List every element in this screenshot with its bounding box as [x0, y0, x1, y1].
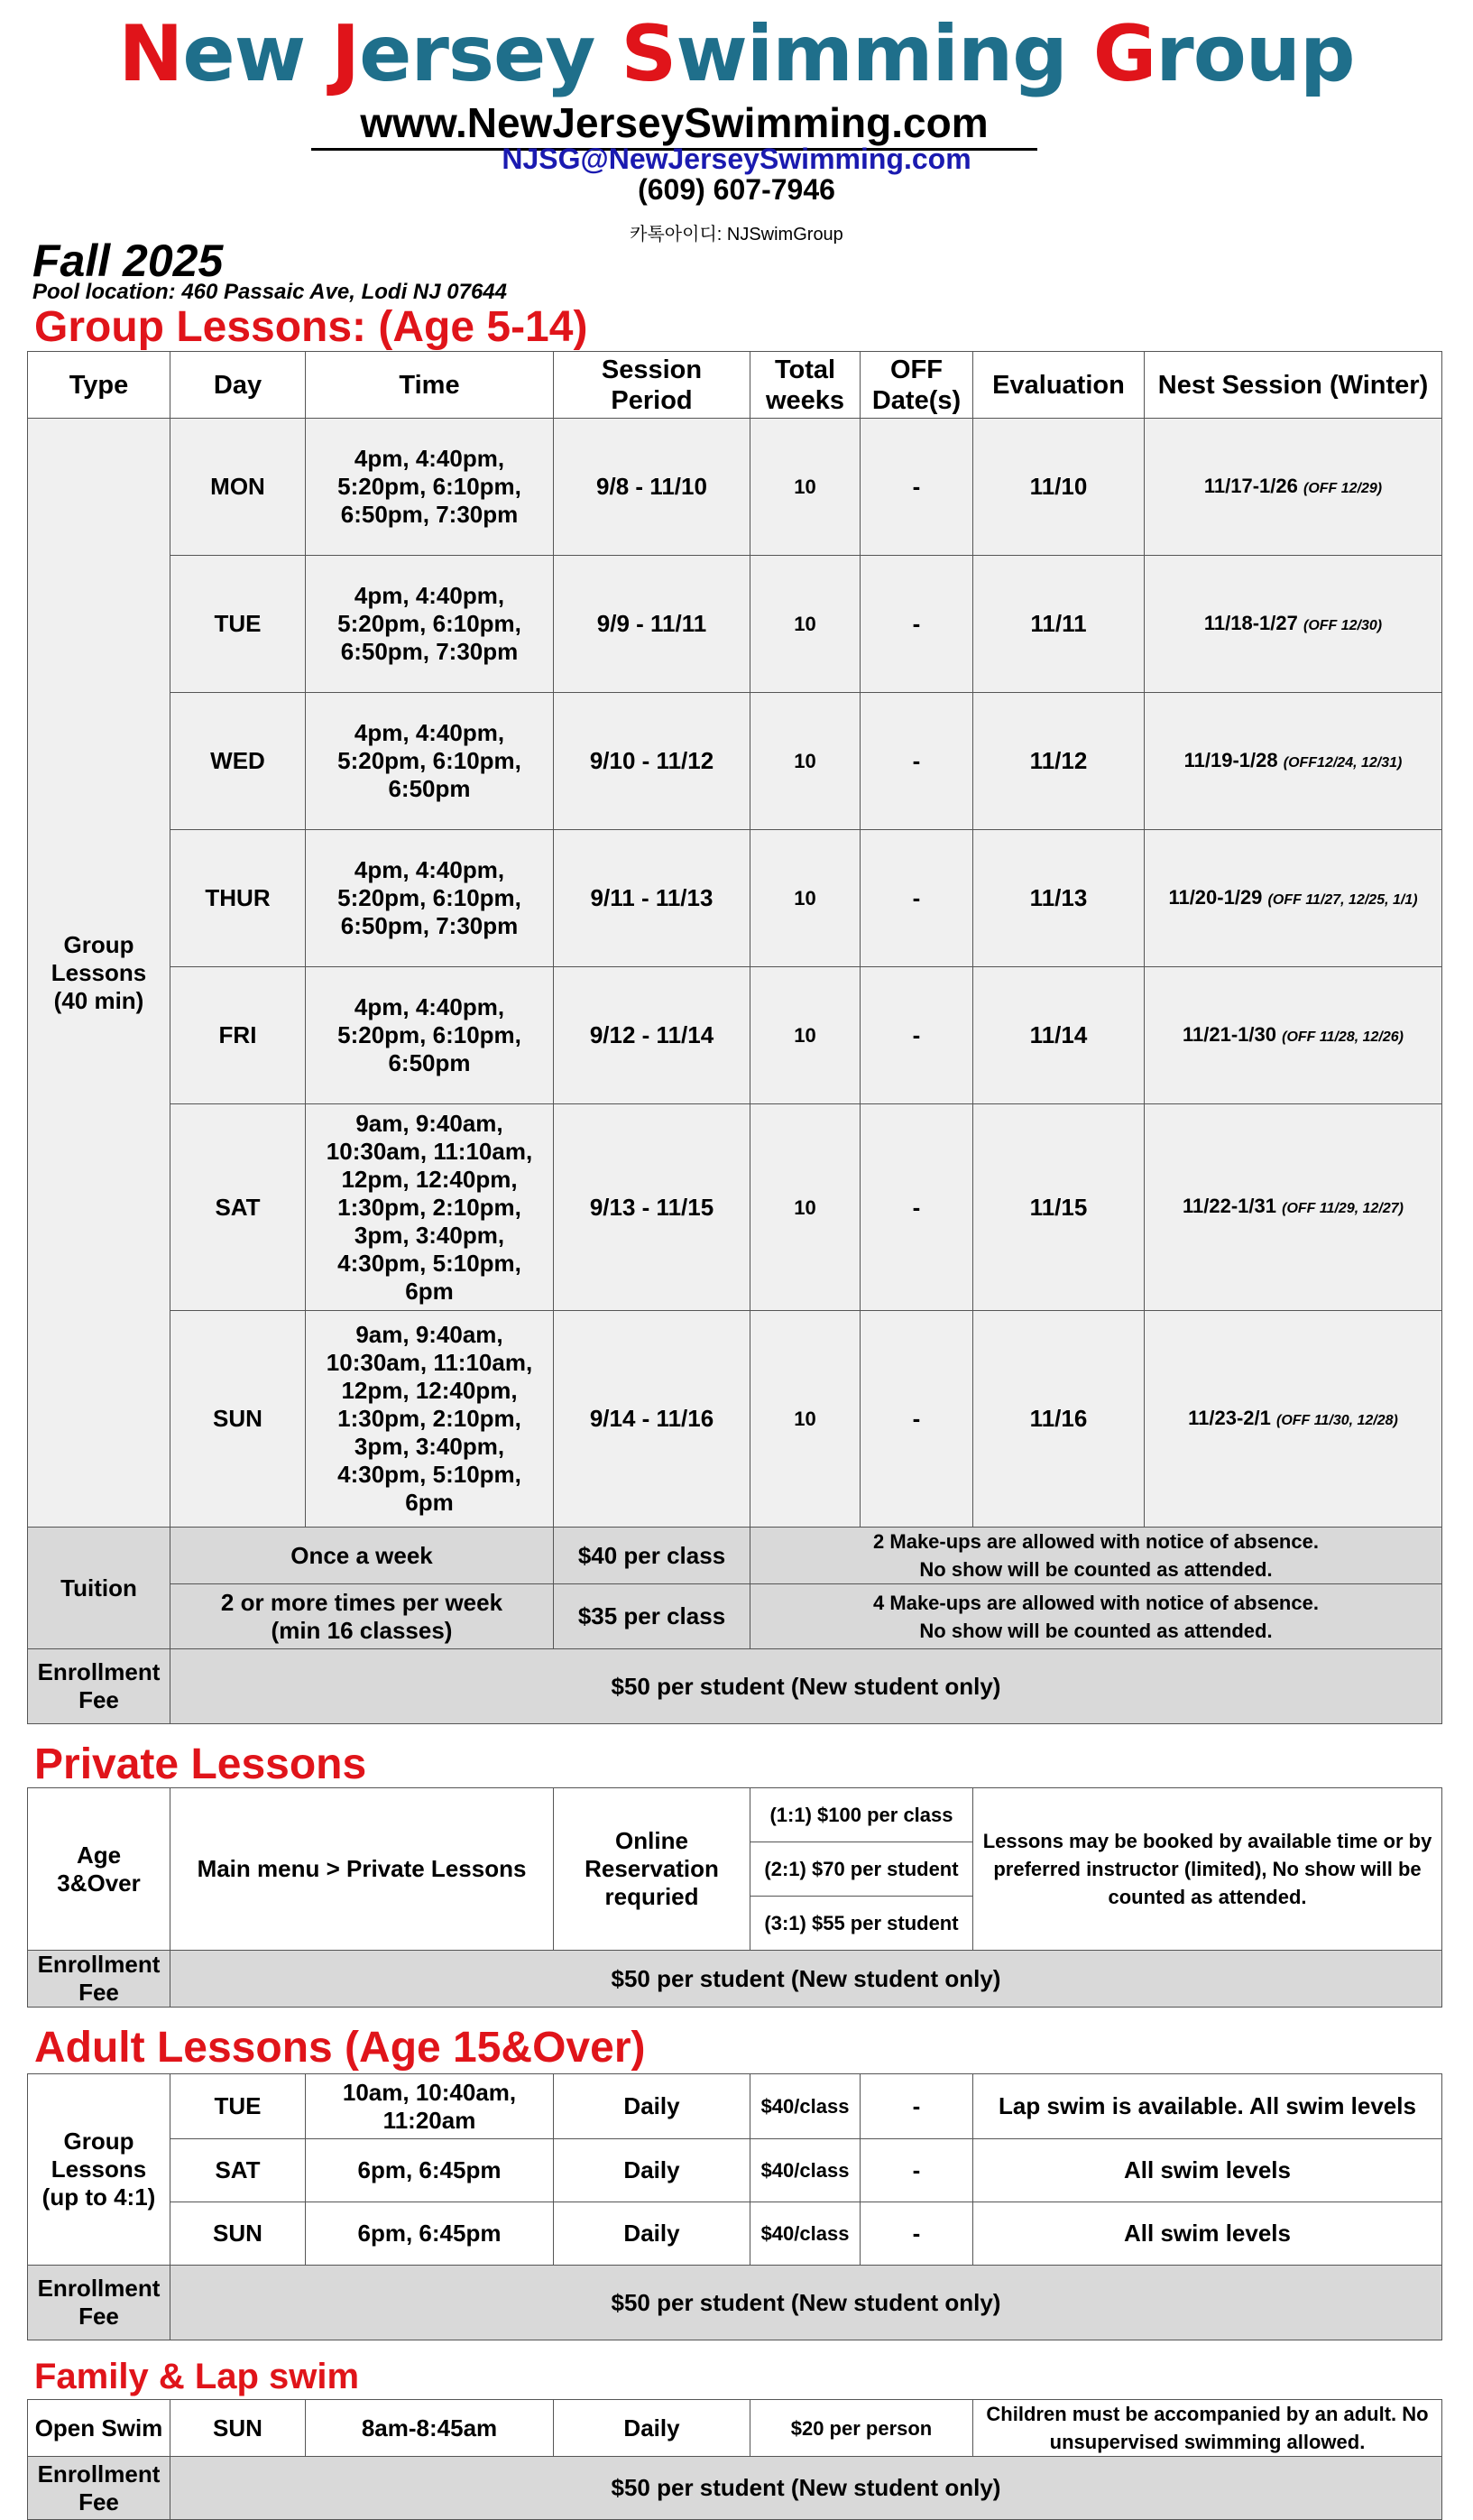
header-evaluation: Evaluation [973, 352, 1145, 419]
tuition-freq: 2 or more times per week (min 16 classes) [170, 1584, 554, 1649]
header-day: Day [170, 352, 306, 419]
period-cell: 9/9 - 11/11 [554, 556, 750, 693]
table-row [28, 967, 1442, 1104]
off-cell: - [861, 2139, 973, 2202]
family-lap-swim-title: Family & Lap swim [34, 2357, 360, 2396]
season-title: Fall 2025 [32, 235, 224, 286]
private-price: (3:1) $55 per student [750, 1897, 973, 1951]
table-row [28, 830, 1442, 967]
time-cell: 4pm, 4:40pm, 5:20pm, 6:10pm, 6:50pm [306, 693, 554, 830]
time-cell: 10am, 10:40am, 11:20am [306, 2074, 554, 2139]
day-cell: SUN [170, 2202, 306, 2266]
note-cell: All swim levels [973, 2202, 1442, 2266]
family-type: Open Swim [28, 2400, 170, 2457]
adult-lessons-title: Adult Lessons (Age 15&Over) [34, 2024, 646, 2072]
next-session-cell: 11/18-1/27 (OFF 12/30) [1145, 556, 1442, 693]
weeks-cell: 10 [750, 556, 861, 693]
period-cell: 9/10 - 11/12 [554, 693, 750, 830]
email-link[interactable]: NJSG@NewJerseySwimming.com [502, 143, 971, 175]
pool-location: Pool location: 460 Passaic Ave, Lodi NJ 07644 [32, 280, 507, 304]
next-session-cell: 11/19-1/28 (OFF12/24, 12/31) [1145, 693, 1442, 830]
off-cell: - [861, 419, 973, 556]
private-price: (1:1) $100 per class [750, 1788, 973, 1842]
header-session-period: Session Period [554, 352, 750, 419]
group-lessons-table [27, 351, 1442, 1724]
weeks-cell: 10 [750, 419, 861, 556]
evaluation-cell: 11/12 [973, 693, 1145, 830]
day-cell: THUR [170, 830, 306, 967]
weeks-cell: 10 [750, 1104, 861, 1311]
table-row [28, 1311, 1442, 1528]
period-cell: 9/12 - 11/14 [554, 967, 750, 1104]
title-segment: wimming [676, 9, 1093, 99]
table-row [28, 419, 1442, 556]
next-session-cell: 11/22-1/31 (OFF 11/29, 12/27) [1145, 1104, 1442, 1311]
day-cell: SAT [170, 2139, 306, 2202]
enrollment-fee-value: $50 per student (New student only) [170, 2266, 1442, 2340]
period-cell: 9/14 - 11/16 [554, 1311, 750, 1528]
private-note: Lessons may be booked by available time or by preferred instructor (limited), No show will be counted as attended. [973, 1788, 1442, 1951]
table-row [28, 2202, 1442, 2266]
price-cell: $40/class [750, 2202, 861, 2266]
enrollment-fee-label: Enrollment Fee [28, 1951, 170, 2008]
group-type-label: Group Lessons (40 min) [28, 419, 170, 1528]
title-segment: J [331, 9, 360, 99]
group-lessons-title: Group Lessons: (Age 5-14) [34, 303, 588, 351]
tuition-makeup: 4 Make-ups are allowed with notice of absence. No show will be counted as attended. [750, 1584, 1442, 1649]
title-segment: S [621, 9, 677, 99]
title-segment: G [1092, 9, 1156, 99]
day-cell: SUN [170, 1311, 306, 1528]
next-session-cell: 11/23-2/1 (OFF 11/30, 12/28) [1145, 1311, 1442, 1528]
header-off-dates: OFF Date(s) [861, 352, 973, 419]
day-cell: SAT [170, 1104, 306, 1311]
family-note: Children must be accompanied by an adult. No unsupervised swimming allowed. [973, 2400, 1442, 2457]
time-cell: 4pm, 4:40pm, 5:20pm, 6:10pm, 6:50pm, 7:30pm [306, 556, 554, 693]
frequency-cell: Daily [554, 2202, 750, 2266]
weeks-cell: 10 [750, 693, 861, 830]
time-cell: 4pm, 4:40pm, 5:20pm, 6:10pm, 6:50pm [306, 967, 554, 1104]
table-row [28, 1104, 1442, 1311]
title-segment: roup [1155, 9, 1355, 99]
header-time: Time [306, 352, 554, 419]
time-cell: 4pm, 4:40pm, 5:20pm, 6:10pm, 6:50pm, 7:30pm [306, 419, 554, 556]
price-cell: $40/class [750, 2139, 861, 2202]
phone-number: (609) 607-7946 [638, 173, 835, 206]
weeks-cell: 10 [750, 830, 861, 967]
private-lessons-table [27, 1787, 1442, 2008]
private-age: Age 3&Over [28, 1788, 170, 1951]
time-cell: 9am, 9:40am, 10:30am, 11:10am, 12pm, 12:40pm, 1:30pm, 2:10pm, 3pm, 3:40pm, 4:30pm, 5:10pm, 6pm [306, 1311, 554, 1528]
private-menu-path: Main menu > Private Lessons [170, 1788, 554, 1951]
tuition-freq: Once a week [170, 1528, 554, 1584]
note-cell: All swim levels [973, 2139, 1442, 2202]
off-cell: - [861, 2202, 973, 2266]
private-reservation: Online Reservation requried [554, 1788, 750, 1951]
evaluation-cell: 11/10 [973, 419, 1145, 556]
tuition-price: $35 per class [554, 1584, 750, 1649]
enrollment-fee-label: Enrollment Fee [28, 2266, 170, 2340]
title-segment: ersey [359, 9, 621, 99]
frequency-cell: Daily [554, 2074, 750, 2139]
next-session-cell: 11/17-1/26 (OFF 12/29) [1145, 419, 1442, 556]
table-row [28, 556, 1442, 693]
header-total-weeks: Total weeks [750, 352, 861, 419]
title-segment: N [118, 9, 183, 99]
website-link[interactable]: www.NewJerseySwimming.com [311, 97, 1037, 151]
note-cell: Lap swim is available. All swim levels [973, 2074, 1442, 2139]
table-row [28, 693, 1442, 830]
frequency-cell: Daily [554, 2139, 750, 2202]
family-day: SUN [170, 2400, 306, 2457]
kakao-id: 카톡아이디: NJSwimGroup [630, 225, 843, 245]
adult-type-label: Group Lessons (up to 4:1) [28, 2074, 170, 2266]
evaluation-cell: 11/16 [973, 1311, 1145, 1528]
header-type: Type [28, 352, 170, 419]
day-cell: TUE [170, 556, 306, 693]
off-cell: - [861, 693, 973, 830]
evaluation-cell: 11/15 [973, 1104, 1145, 1311]
header-next-session: Nest Session (Winter) [1145, 352, 1442, 419]
off-cell: - [861, 967, 973, 1104]
day-cell: TUE [170, 2074, 306, 2139]
table-row [28, 2139, 1442, 2202]
family-lap-swim-table [27, 2399, 1442, 2520]
next-session-cell: 11/21-1/30 (OFF 11/28, 12/26) [1145, 967, 1442, 1104]
off-cell: - [861, 1104, 973, 1311]
day-cell: MON [170, 419, 306, 556]
off-cell: - [861, 1311, 973, 1528]
enrollment-fee-value: $50 per student (New student only) [170, 1951, 1442, 2008]
off-cell: - [861, 556, 973, 693]
time-cell: 9am, 9:40am, 10:30am, 11:10am, 12pm, 12:40pm, 1:30pm, 2:10pm, 3pm, 3:40pm, 4:30pm, 5:10pm, 6pm [306, 1104, 554, 1311]
weeks-cell: 10 [750, 967, 861, 1104]
family-frequency: Daily [554, 2400, 750, 2457]
tuition-price: $40 per class [554, 1528, 750, 1584]
period-cell: 9/13 - 11/15 [554, 1104, 750, 1311]
enrollment-fee-value: $50 per student (New student only) [170, 2457, 1442, 2520]
enrollment-fee-value: $50 per student (New student only) [170, 1649, 1442, 1724]
adult-lessons-table [27, 2073, 1442, 2340]
family-time: 8am-8:45am [306, 2400, 554, 2457]
period-cell: 9/8 - 11/10 [554, 419, 750, 556]
off-cell: - [861, 2074, 973, 2139]
time-cell: 4pm, 4:40pm, 5:20pm, 6:10pm, 6:50pm, 7:30pm [306, 830, 554, 967]
tuition-label: Tuition [28, 1528, 170, 1649]
evaluation-cell: 11/11 [973, 556, 1145, 693]
off-cell: - [861, 830, 973, 967]
day-cell: WED [170, 693, 306, 830]
private-price: (2:1) $70 per student [750, 1842, 973, 1897]
time-cell: 6pm, 6:45pm [306, 2202, 554, 2266]
next-session-cell: 11/20-1/29 (OFF 11/27, 12/25, 1/1) [1145, 830, 1442, 967]
price-cell: $40/class [750, 2074, 861, 2139]
tuition-makeup: 2 Make-ups are allowed with notice of absence. No show will be counted as attended. [750, 1528, 1442, 1584]
private-lessons-title: Private Lessons [34, 1740, 367, 1788]
evaluation-cell: 11/14 [973, 967, 1145, 1104]
page-title [0, 7, 1473, 101]
period-cell: 9/11 - 11/13 [554, 830, 750, 967]
table-row [28, 2074, 1442, 2139]
family-price: $20 per person [750, 2400, 973, 2457]
day-cell: FRI [170, 967, 306, 1104]
time-cell: 6pm, 6:45pm [306, 2139, 554, 2202]
weeks-cell: 10 [750, 1311, 861, 1528]
enrollment-fee-label: Enrollment Fee [28, 1649, 170, 1724]
enrollment-fee-label: Enrollment Fee [28, 2457, 170, 2520]
evaluation-cell: 11/13 [973, 830, 1145, 967]
title-segment: ew [182, 9, 332, 99]
